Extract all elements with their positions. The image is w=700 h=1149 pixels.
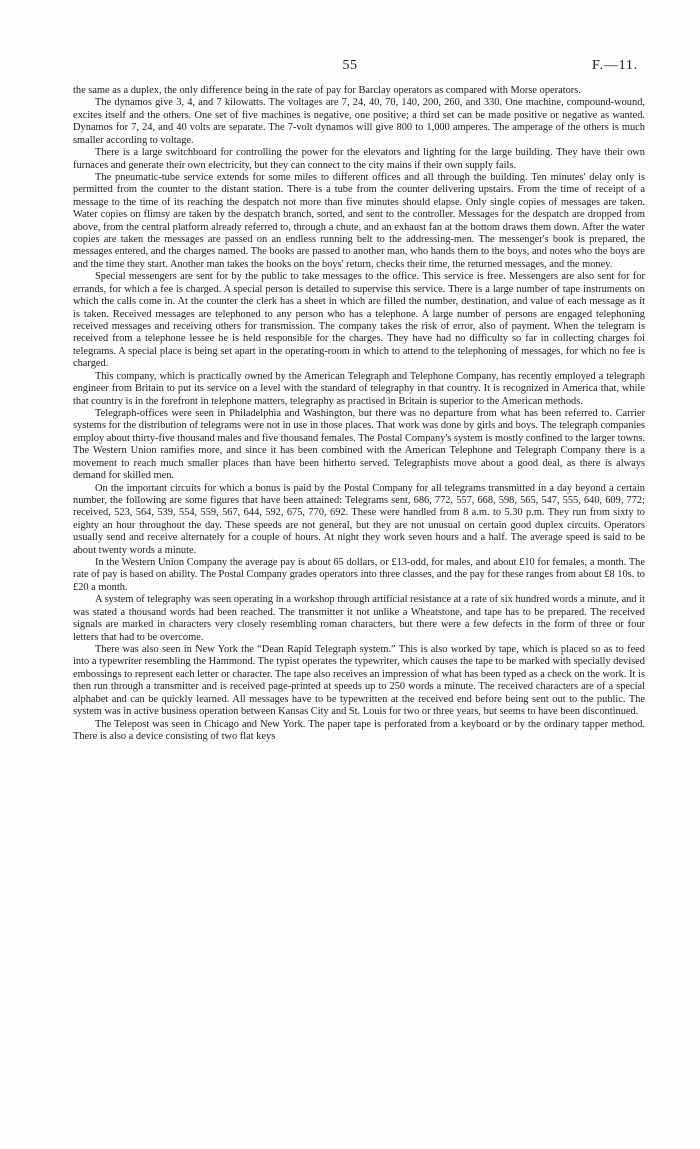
body-text	[73, 85, 645, 743]
paragraph-pay-rates: In the Western Union Company the average pay is about 65 dollars, or £13-odd, for males, and about £10 for females, a month. The rate of pay is based on ability. The Postal Company grades operators into three classes, and the pay for these ranges from about £8 10s. to £20 a month.	[73, 557, 645, 593]
page-number: 55	[342, 58, 358, 73]
paragraph-telepost: The Telepost was seen in Chicago and New York. The paper tape is perforated from a keyboard or by the ordinary tapper method. There is also a device consisting of two flat keys	[73, 718, 645, 742]
paragraph-continuation: the same as a duplex, the only difference being in the rate of pay for Barclay operators as compared with Morse operators.	[73, 85, 581, 96]
page-header	[0, 58, 700, 78]
paragraph-artificial-resistance: A system of telegraphy was seen operating in a workshop through artificial resistance at a rate of six hundred words a minute, and it was stated a thousand words had been reached. The transmitter it not unlike a Wheatstone, and tape has to be prepared. The received signals are marked in characters very closely resembling roman characters, but there were a few defects in the form of three or four letters that had to be overcome.	[73, 594, 645, 643]
document-reference: F.—11.	[592, 58, 638, 73]
paragraph-telegraph-offices: Telegraph-offices were seen in Philadelphia and Washington, but there was no departure from what has been referred to. Carrier systems for the distribution of telegrams were not in use in those places. That work was done by girls and boys. The telegraph companies employ about thirty-five thousand males and five thousand females. The Postal Company's system is mostly confined to the larger towns. The Western Union ramifies more, and since it has been combined with the American Telephone and Telegraph Company there is a movement to reach much smaller places than have been hitherto served. Telegraphists move about a good deal, as there is always demand for skilled men.	[73, 407, 645, 482]
paragraph-special-messengers: Special messengers are sent for by the public to take messages to the office. This service is free. Messengers are also sent for for errands, for which a fee is charged. A special person is detailed to supervise this service. There is a large number of tape instruments on which the calls come in. At the counter the clerk has a sheet in which are filled the number, destination, and value of each message as it is taken. Received messages are telephoned to any person who has a telephone. A large number of persons are engaged telephoning received messages and receiving others for transmission. The company takes the risk of error, also of payment. When the telegram is received from a telephone lessee he is held responsible for the charges. They have had no difficulty so far in collecting charges foi telegrams. A special place is being set apart in the operating-room in which to attend to the telephoning of messages, for which no fee is charged.	[73, 271, 645, 370]
paragraph-company-ownership: This company, which is practically owned by the American Telegraph and Telephone Company, has recently employed a telegraph engineer from Britain to put its service on a level with the standard of telegraphy in that country. It is recognized in America that, while that country is in the forefront in telephone matters, telegraphy as practised in Britain is superior to the American methods.	[73, 370, 645, 407]
paragraph-dynamos: The dynamos give 3, 4, and 7 kilowatts. The voltages are 7, 24, 40, 70, 140, 200, 260, and 330. One machine, compound-wound, excites itself and the others. One set of five machines is negative, one positive; a third set can be made positive or negative as wanted. Dynamos for 7, 24, and 40 volts are separate. The 7-volt dynamos will give 800 to 1,000 amperes. The amperage of the others is much smaller according to voltage.	[73, 97, 645, 146]
paragraph-circuit-figures: On the important circuits for which a bonus is paid by the Postal Company for all telegrams transmitted in a day beyond a certain number, the following are some figures that have been attained: Telegrams sent, 686, 772, 557, 668, 598, 565, 547, 555, 640, 609, 772; received, 523, 564, 539, 554, 559, 567, 644, 592, 675, 770, 692. These were handled from 8 a.m. to 5.30 p.m. They run from sixty to eighty an hour throughout the day. These speeds are not general, but they are not unusual on certain good duplex circuits. Operators usually send and receive alternately for a couple of hours. At night they work seven hours and a half. The average speed is said to be about twenty words a minute.	[73, 482, 645, 556]
paragraph-switchboard: There is a large switchboard for controlling the power for the elevators and lighting for the large building. They have their own furnaces and generate their own electricity, but they can connect to the city mains if their own supply fails.	[73, 147, 645, 171]
paragraph-dean-rapid-system: There was also seen in New York the “Dean Rapid Telegraph system.” This is also worked by tape, which is placed so as to feed into a typewriter resembling the Hammond. The typist operates the typewriter, which causes the tape to be marked with specially devised embossings to represent each letter or character. The tape also receives an impression of what has been typed as a check on the work. It is then run through a transmitter and is received page-printed at speeds up to 250 words a minute. The received characters are of a special alphabet and can be quickly learned. All messages have to be typewritten at the received end before being sent out to the public. The system was in active business operation between Kansas City and St. Louis for two or three years, but seems to have been discontinued.	[73, 643, 645, 718]
paragraph-pneumatic-tube: The pneumatic-tube service extends for some miles to different offices and all through the building. Ten minutes' delay only is permitted from the counter to the distant station. There is a tube from the counter delivering upstairs. From the time of receipt of a message to the time of its reaching the despatch not more than five minutes should elapse. Only single copies of messages are taken. Water copies on flimsy are taken by the despatch branch, sorted, and sent to the controller. Messages for the despatch are dropped from above, from the central platform already referred to, through a chute, and an exhaust fan at the bottom draws them down. After the water copies are taken the messages are passed on an endless running belt to the addressing-men. The messenger's book is prepared, the messages entered, and the charges named. The books are passed to another man, who hands them to the boys, and notes who the boys are and the time they start. Another man takes the books on the boys' return, checks their time, the returned messages, and the money.	[73, 171, 645, 270]
